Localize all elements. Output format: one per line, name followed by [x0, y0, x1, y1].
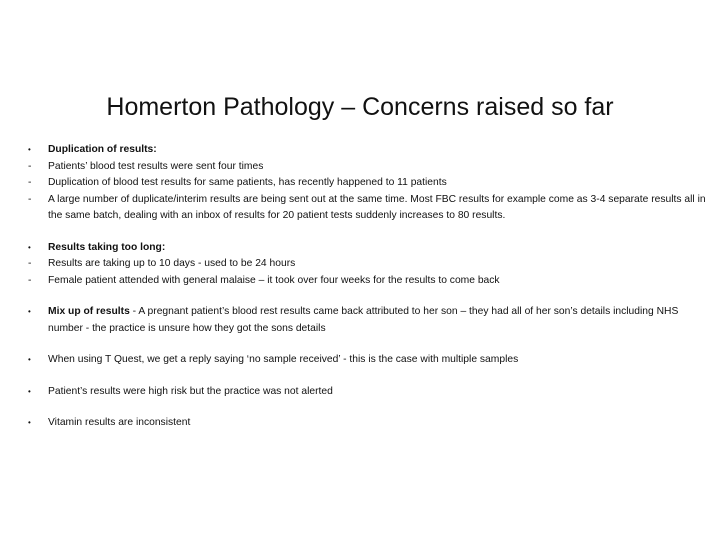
concern-heading: Mix up of results	[48, 306, 130, 317]
subpoint-text: Female patient attended with general malaise – it took over four weeks for the results to come back	[48, 274, 500, 286]
concern-text	[48, 304, 714, 337]
subpoint-text: Duplication of blood test results for same patients, has recently happened to 11 patients	[48, 177, 447, 188]
dash-icon: -	[28, 177, 32, 188]
bullet-icon: •	[28, 418, 31, 427]
concern-row	[28, 415, 714, 432]
concern-heading: Duplication of results:	[48, 144, 157, 155]
bullet-icon: •	[28, 307, 31, 316]
concern-body: - A pregnant patient’s blood rest results came back attributed to her son – they had all of her son’s details including NHS number - the practice is unsure how they got the sons details	[48, 306, 679, 334]
bullet-icon: •	[28, 242, 31, 252]
concern-subpoint	[28, 159, 714, 176]
concern-heading-row	[28, 240, 714, 257]
concerns-list	[28, 142, 714, 432]
concern-row	[28, 304, 714, 337]
bullet-icon: •	[28, 355, 31, 364]
concern-subpoint	[28, 256, 714, 273]
concern-body: When using T Quest, we get a reply saying ‘no sample received’ - this is the case with multiple samples	[48, 354, 519, 365]
concern-duplication	[28, 142, 714, 225]
concern-row	[28, 384, 714, 401]
concern-high-risk	[28, 384, 714, 401]
dash-icon: -	[28, 258, 32, 269]
concern-row	[28, 352, 714, 369]
concern-delays	[28, 240, 714, 290]
dash-icon: -	[28, 160, 32, 172]
concern-body: Patient’s results were high risk but the practice was not alerted	[48, 385, 333, 397]
concern-heading: Results taking too long:	[48, 241, 166, 253]
dash-icon: -	[28, 193, 32, 205]
dash-icon: -	[28, 274, 32, 286]
concern-mixup	[28, 304, 714, 337]
concern-subpoint	[28, 273, 714, 290]
bullet-icon: •	[28, 386, 31, 396]
slide-title: Homerton Pathology – Concerns raised so far	[106, 93, 614, 121]
concern-body: Vitamin results are inconsistent	[48, 417, 191, 428]
subpoint-text: Patients’ blood test results were sent four times	[48, 160, 264, 172]
subpoint-text: Results are taking up to 10 days - used to be 24 hours	[48, 258, 296, 269]
concern-vitamin	[28, 415, 714, 432]
concern-subpoint	[28, 192, 714, 225]
concern-subpoint	[28, 175, 714, 192]
concern-tquest	[28, 352, 714, 369]
bullet-icon: •	[28, 145, 31, 154]
concern-heading-row	[28, 142, 714, 159]
subpoint-text: A large number of duplicate/interim results are being sent out at the same time. Most FBC results for example come as 3-4 separate results all in the same batch, dealing with an inbox of results for 20 patient tests suddenly increases to 80 results.	[48, 193, 706, 221]
